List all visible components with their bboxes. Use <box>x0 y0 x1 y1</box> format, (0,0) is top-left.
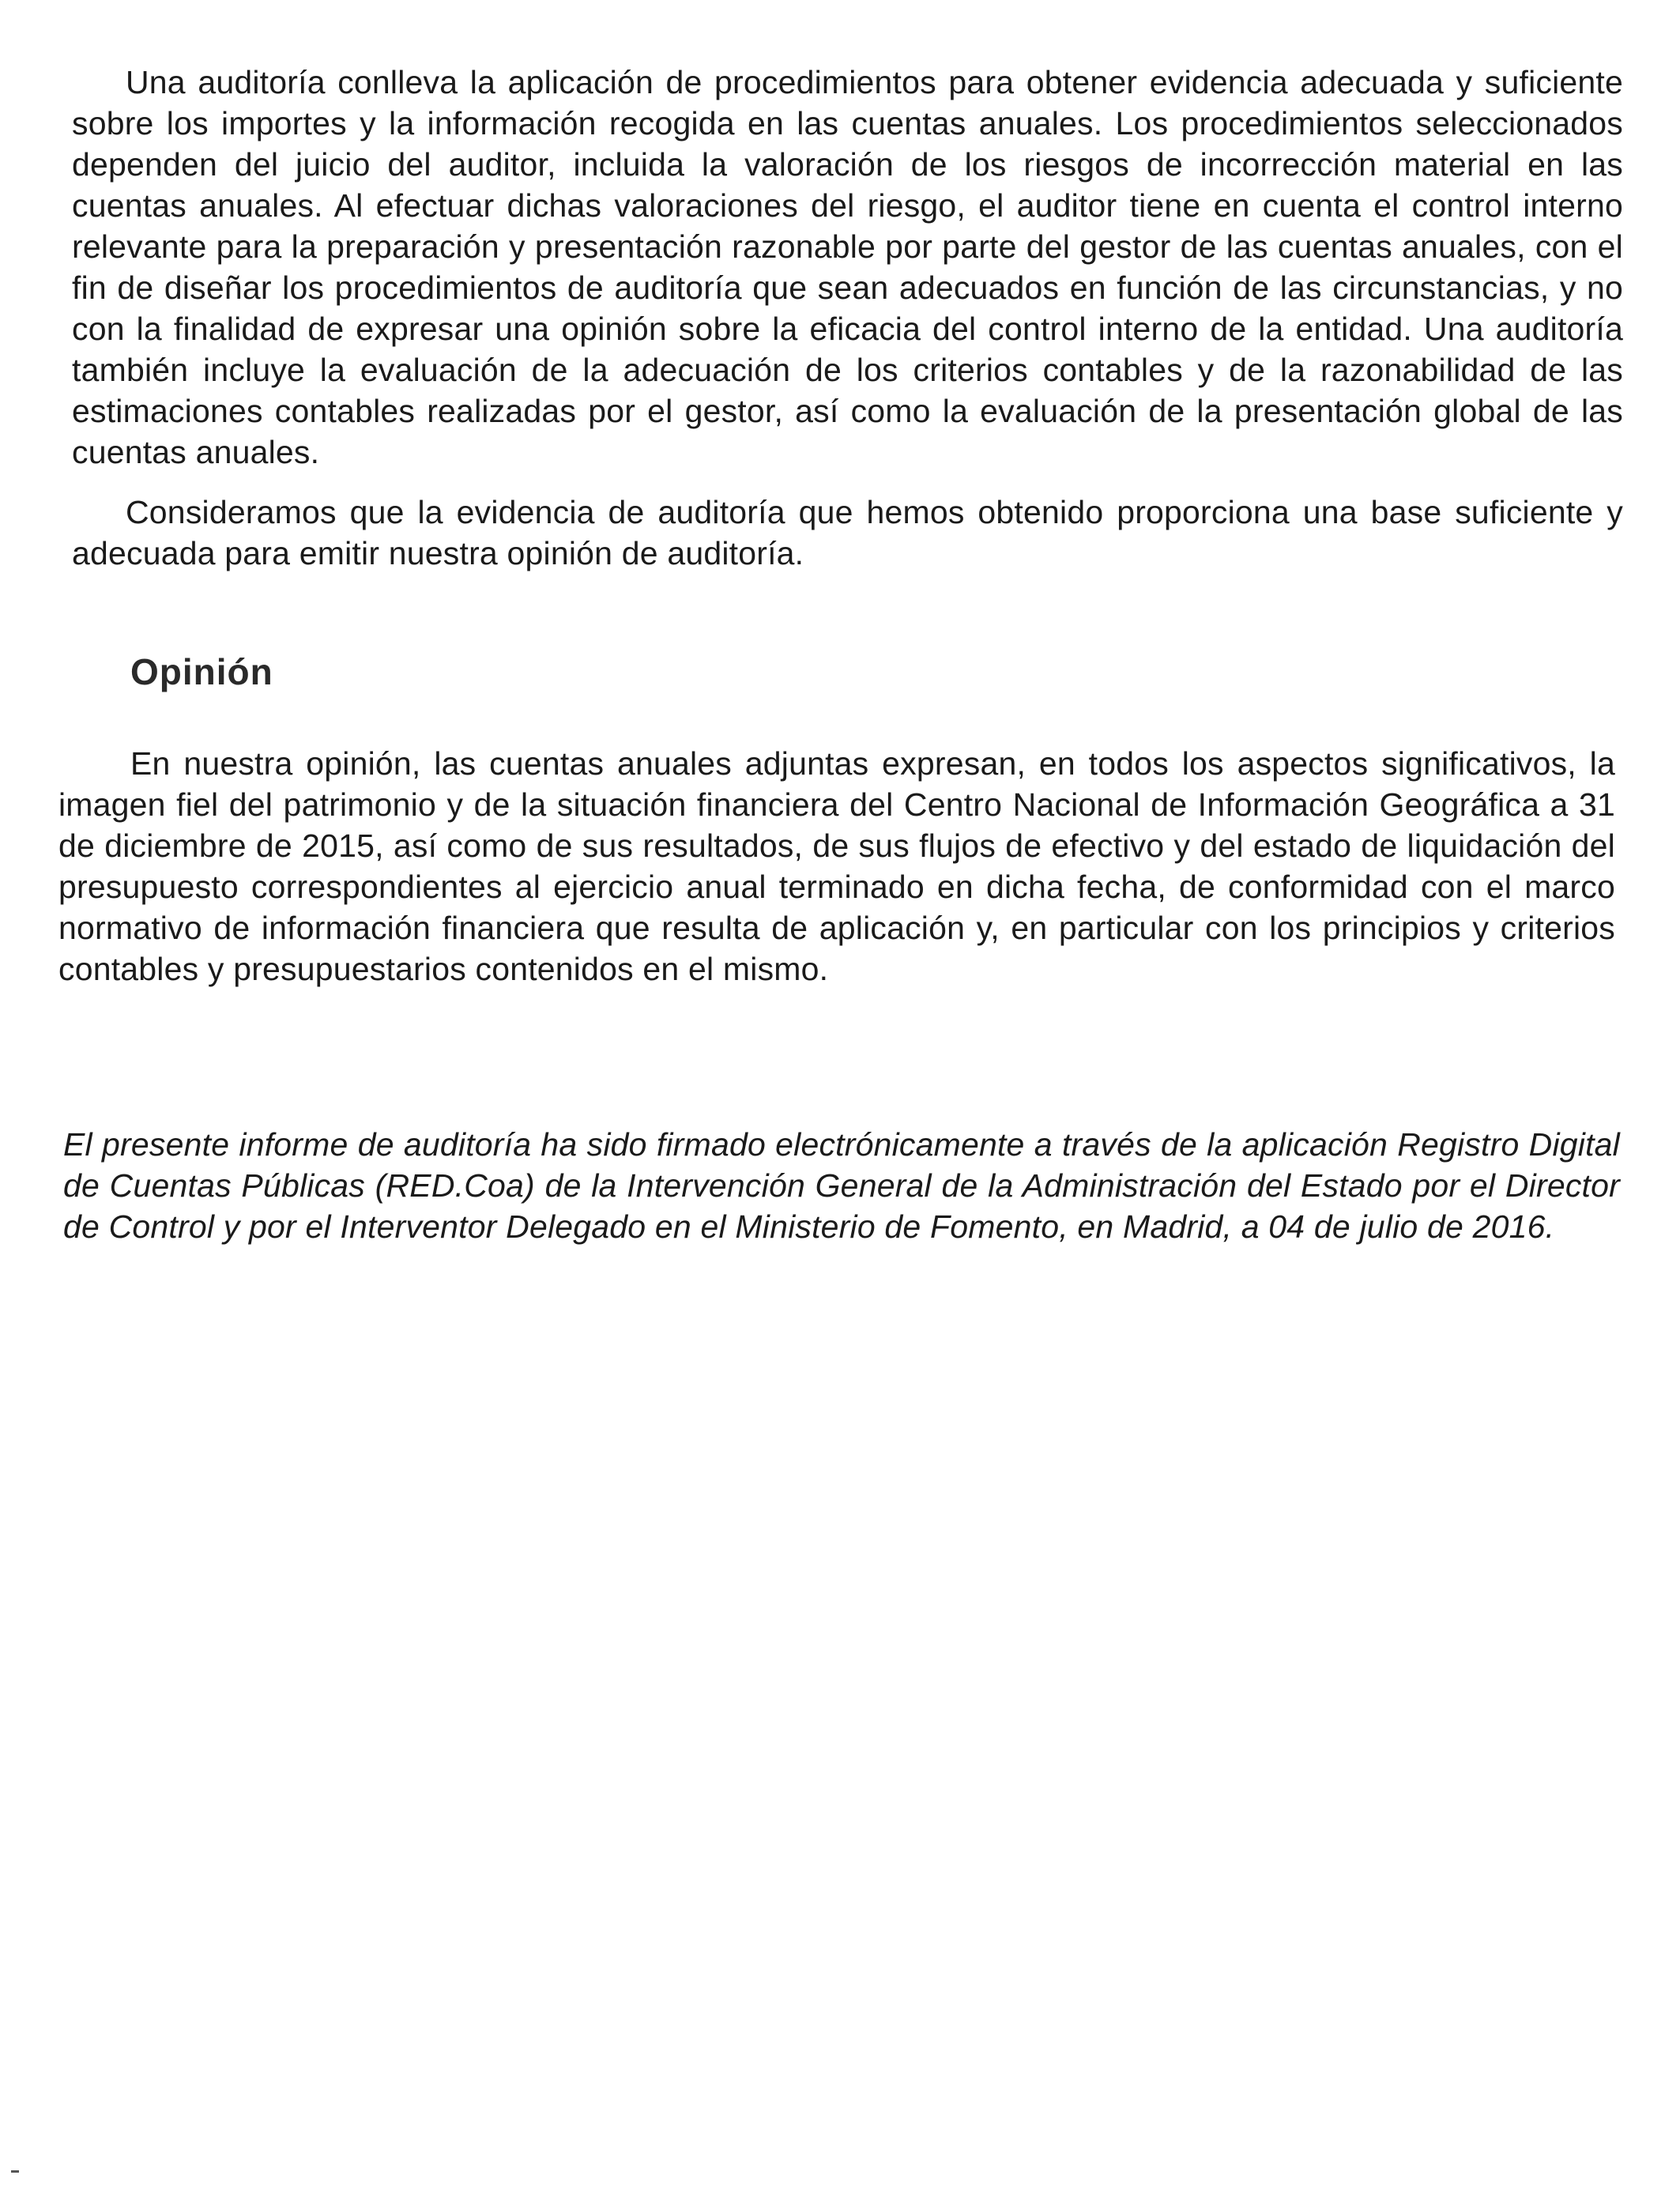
opinion-paragraph: En nuestra opinión, las cuentas anuales adjuntas expresan, en todos los aspectos significativos, la imagen fiel del patrimonio y de la situación financiera del Centro Nacional de Información Geográfica a 31 de diciembre de 2015, así como de sus resultados, de sus flujos de efectivo y del estado de liquidación del presupuesto correspondientes al ejercicio anual terminado en dicha fecha, de conformidad con el marco normativo de información financiera que resulta de aplicación y, en particular con los principios y criterios contables y presupuestarios contenidos en el mismo. <box>58 745 1615 987</box>
scan-artifact-mark <box>11 2170 19 2173</box>
opinion-heading: Opinión <box>130 651 273 692</box>
audit-evidence-paragraph: Consideramos que la evidencia de auditoría que hemos obtenido proporciona una base suficiente y adecuada para emitir nuestra opinión de auditoría. <box>72 494 1623 571</box>
audit-procedures-paragraph: Una auditoría conlleva la aplicación de procedimientos para obtener evidencia adecuada y suficiente sobre los importes y la información recogida en las cuentas anuales. Los procedimientos seleccionados dependen del juicio del auditor, incluida la valoración de los riesgos de incorrección material en las cuentas anuales. Al efectuar dichas valoraciones del riesgo, el auditor tiene en cuenta el control interno relevante para la preparación y presentación razonable por parte del gestor de las cuentas anuales, con el fin de diseñar los procedimientos de auditoría que sean adecuados en función de las circunstancias, y no con la finalidad de expresar una opinión sobre la eficacia del control interno de la entidad. Una auditoría también incluye la evaluación de la adecuación de los criterios contables y de la razonabilidad de las estimaciones contables realizadas por el gestor, así como la evaluación de la presentación global de las cuentas anuales. <box>72 64 1623 470</box>
electronic-signature-note: El presente informe de auditoría ha sido firmado electrónicamente a través de la aplicación Registro Digital de Cuentas Públicas (RED.Coa) de la Intervención General de la Administración del Estado por el Director de Control y por el Interventor Delegado en el Ministerio de Fomento, en Madrid, a 04 de julio de 2016. <box>63 1126 1620 1245</box>
